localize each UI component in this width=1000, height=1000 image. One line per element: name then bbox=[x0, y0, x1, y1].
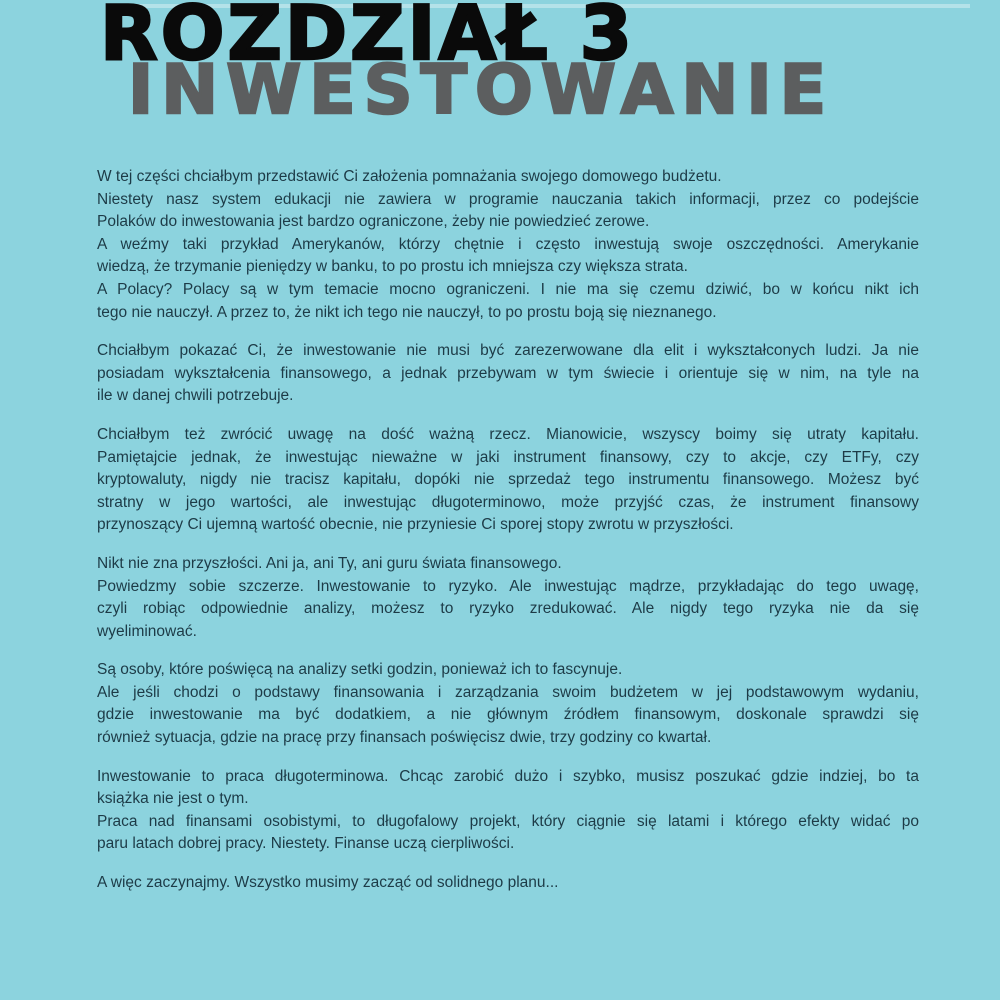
text-line: kryptowaluty, nigdy nie tracisz kapitału, dopóki nie sprzedaż tego instrumentu finansowego. Możesz być bbox=[97, 471, 919, 489]
text-line: A weźmy taki przykład Amerykanów, którzy chętnie i często inwestują swoje oszczędności. Amerykanie bbox=[97, 235, 919, 253]
text-line: tego nie nauczył. A przez to, że nikt ich tego nie nauczył, to po prostu boją się nieznanego. bbox=[97, 303, 717, 321]
text-line: W tej części chciałbym przedstawić Ci założenia pomnażania swojego domowego budżetu. bbox=[97, 168, 722, 185]
paragraph bbox=[97, 424, 919, 537]
text-line: Polaków do inwestowania jest bardzo ograniczone, żeby nie powiedzieć zerowe. bbox=[97, 213, 650, 231]
paragraph bbox=[97, 872, 919, 895]
text-line: wiedzą, że trzymanie pieniędzy w banku, to po prostu ich mniejsza czy większa strata. bbox=[97, 258, 688, 276]
text-line: Są osoby, które poświęcą na analizy setki godzin, ponieważ ich to fascynuje. bbox=[97, 661, 623, 679]
text-line: paru latach dobrej pracy. Niestety. Finanse uczą cierpliwości. bbox=[97, 835, 515, 853]
text-line: gdzie inwestowanie ma być dodatkiem, a nie głównym źródłem finansowym, doskonale sprawdzi się bbox=[97, 706, 919, 724]
text-line: ile w danej chwili potrzebuje. bbox=[97, 387, 294, 405]
text-line: Powiedzmy sobie szczerze. Inwestowanie to ryzyko. Ale inwestując mądrze, przykładając do tego uwagę, bbox=[97, 577, 919, 595]
text-line: A Polacy? Polacy są w tym temacie mocno ograniczeni. I nie ma się czemu dziwić, bo w końcu nikt ich bbox=[97, 280, 919, 298]
text-line: czyli robiąc odpowiednie analizy, możesz to ryzyko zredukować. Ale nigdy tego ryzyka nie da się bbox=[97, 600, 919, 618]
chapter-subtitle: INWESTOWANIE bbox=[128, 51, 835, 130]
text-line: Chciałbym pokazać Ci, że inwestowanie nie musi być zarezerwowane dla elit i wykształconych ludzi. Ja nie bbox=[97, 342, 919, 360]
paragraph bbox=[97, 166, 919, 324]
text-line: Ale jeśli chodzi o podstawy finansowania i zarządzania swoim budżetem w jej podstawowym wydaniu, bbox=[97, 683, 919, 701]
text-line: Pamiętajcie jednak, że inwestując nieważne w jaki instrument finansowy, czy to akcje, czy ETFy, czy bbox=[97, 448, 919, 466]
paragraph bbox=[97, 340, 919, 408]
chapter-title: ROZDZIAŁ 3 bbox=[100, 0, 635, 77]
body-text bbox=[97, 166, 919, 911]
paragraph bbox=[97, 553, 919, 643]
paragraph bbox=[97, 766, 919, 856]
text-line: stratny w jego wartości, ale inwestując długoterminowo, może przyjść czas, że instrument finansowy bbox=[97, 493, 919, 511]
text-line: A więc zaczynajmy. Wszystko musimy zacząć od solidnego planu... bbox=[97, 874, 559, 892]
text-line: posiadam wykształcenia finansowego, a jednak przebywam w tym świecie i orientuje się w nim, na tyle na bbox=[97, 364, 919, 382]
text-line: książka nie jest o tym. bbox=[97, 790, 249, 808]
text-line: wyeliminować. bbox=[97, 622, 197, 640]
text-line: Chciałbym też zwrócić uwagę na dość ważną rzecz. Mianowicie, wszyscy boimy się utraty kapitału. bbox=[97, 425, 919, 443]
text-line: przynoszący Ci ujemną wartość obecnie, nie przyniesie Ci sporej stopy zwrotu w przyszłości. bbox=[97, 516, 734, 534]
text-line: Nikt nie zna przyszłości. Ani ja, ani Ty, ani guru świata finansowego. bbox=[97, 554, 562, 572]
text-line: Inwestowanie to praca długoterminowa. Chcąc zarobić dużo i szybko, musisz poszukać gdzie indziej, bo ta bbox=[97, 767, 919, 785]
text-line: Niestety nasz system edukacji nie zawiera w programie nauczania takich informacji, przez co podejście bbox=[97, 190, 919, 208]
paragraph bbox=[97, 659, 919, 749]
text-line: Praca nad finansami osobistymi, to długofalowy projekt, który ciągnie się latami i którego efekty widać po bbox=[97, 812, 919, 830]
text-line: również sytuacja, gdzie na pracę przy finansach poświęcisz dwie, trzy godziny co kwartał. bbox=[97, 729, 712, 747]
